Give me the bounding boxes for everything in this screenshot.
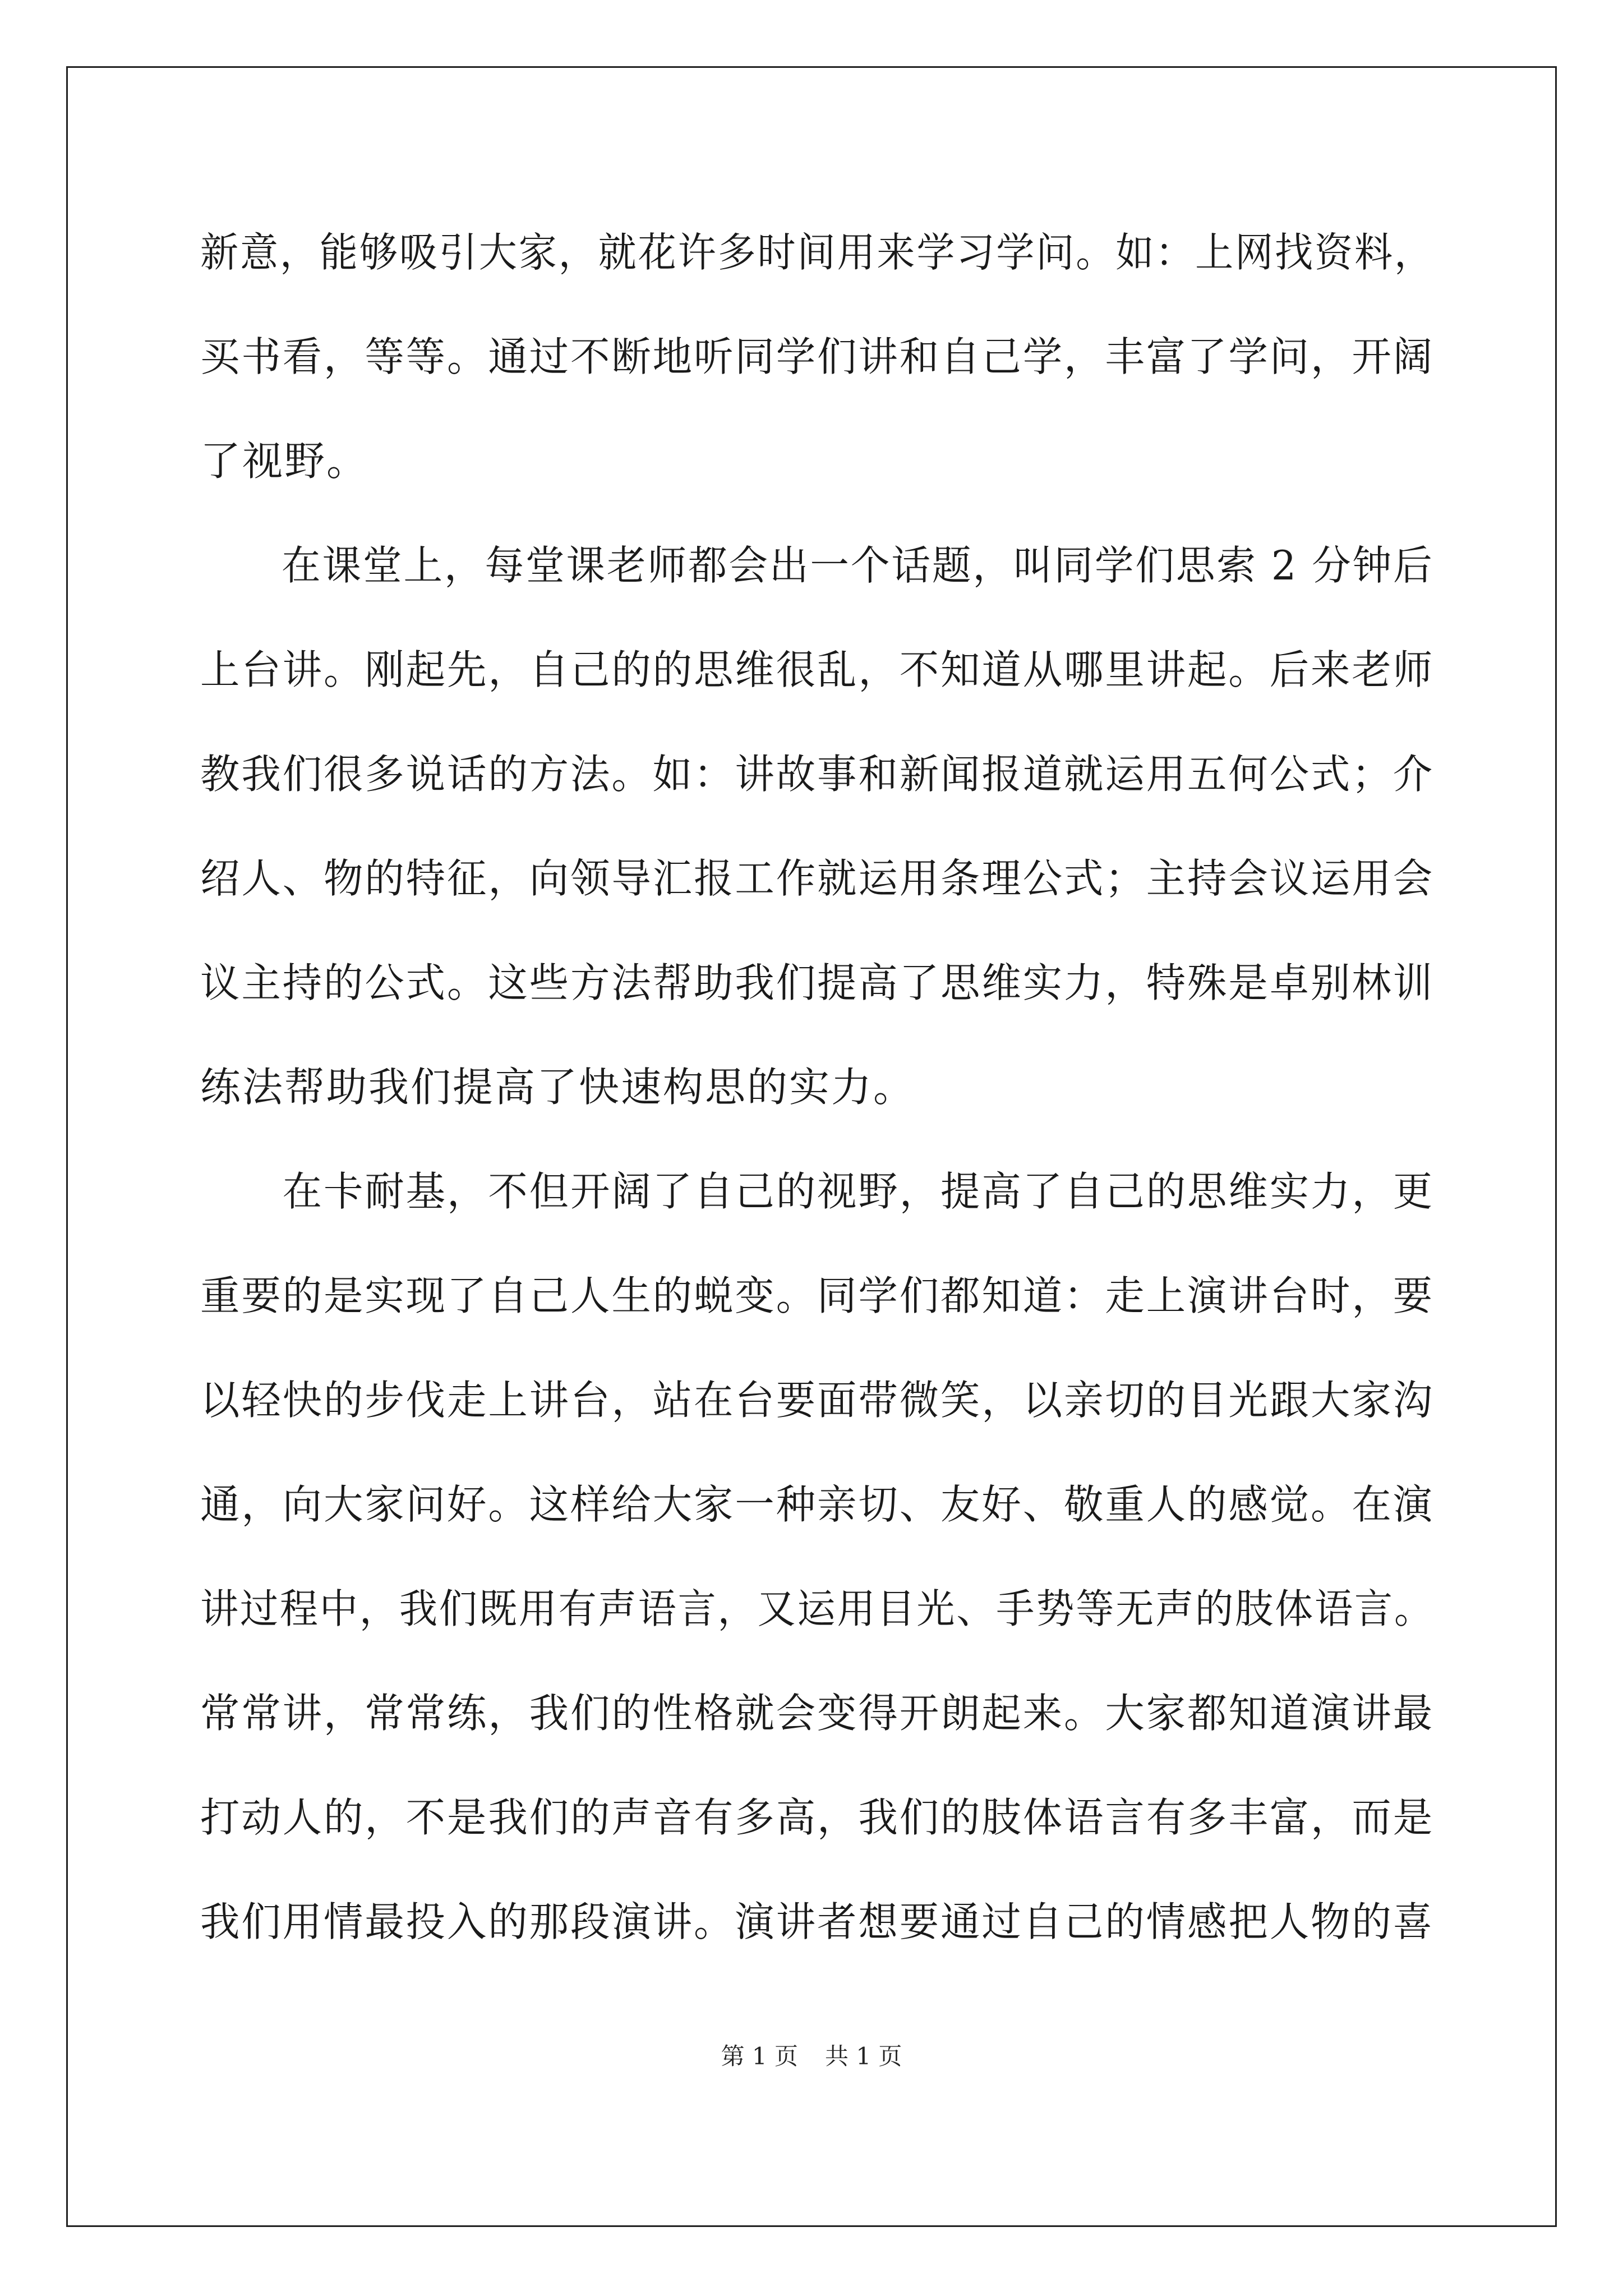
page-footer [0, 2041, 1623, 2072]
text-line: 议主持的公式。这些方法帮助我们提高了思维实力，特殊是卓别林训 [200, 959, 1435, 1006]
text-line: 重要的是实现了自己人生的蜕变。同学们都知道：走上演讲台时，要 [200, 1272, 1435, 1319]
text-line: 练法帮助我们提高了快速构思的实力。 [200, 1064, 916, 1111]
text-line: 通，向大家问好。这样给大家一种亲切、友好、敬重人的感觉。在演 [200, 1481, 1435, 1528]
text-line: 教我们很多说话的方法。如：讲故事和新闻报道就运用五何公式；介 [200, 751, 1435, 798]
page-total: 共 1 页 [825, 2042, 902, 2070]
page-number: 第 1 页 [721, 2042, 798, 2070]
text-line: 打动人的，不是我们的声音有多高，我们的肢体语言有多丰富，而是 [200, 1794, 1435, 1841]
text-line: 新意，能够吸引大家，就花许多时间用来学习学问。如：上网找资料， [200, 229, 1434, 276]
text-line: 在卡耐基，不但开阔了自己的视野，提高了自己的思维实力，更 [200, 1168, 1435, 1215]
text-line: 讲过程中，我们既用有声语言，又运用目光、手势等无声的肢体语言。 [200, 1585, 1434, 1632]
text-line: 绍人、物的特征，向领导汇报工作就运用条理公式；主持会议运用会 [200, 855, 1435, 902]
text-line: 在课堂上，每堂课老师都会出一个话题，叫同学们思索 2 分钟后 [200, 542, 1434, 589]
text-line: 上台讲。刚起先，自己的的思维很乱，不知道从哪里讲起。后来老师 [200, 646, 1435, 693]
text-line: 常常讲，常常练，我们的性格就会变得开朗起来。大家都知道演讲最 [200, 1690, 1435, 1737]
text-line: 买书看，等等。通过不断地听同学们讲和自己学，丰富了学问，开阔 [200, 333, 1435, 380]
text-line: 我们用情最投入的那段演讲。演讲者想要通过自己的情感把人物的喜 [200, 1898, 1435, 1945]
text-line: 了视野。 [200, 438, 369, 485]
text-line: 以轻快的步伐走上讲台，站在台要面带微笑，以亲切的目光跟大家沟 [200, 1377, 1435, 1424]
